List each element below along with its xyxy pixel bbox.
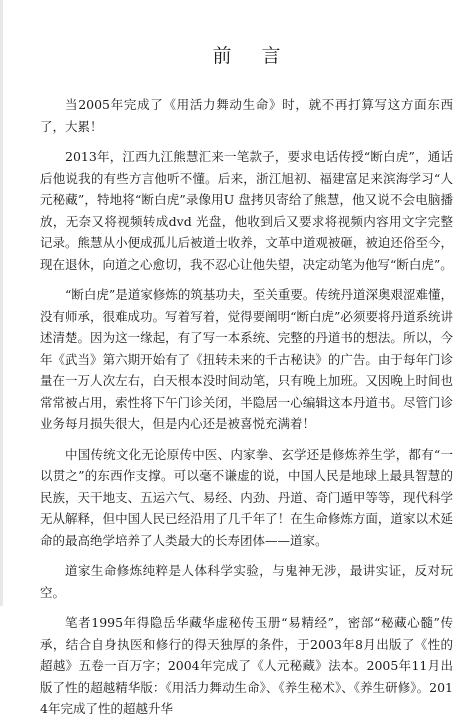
paragraph-6: 笔者1995年得隐岳华藏华虚秘传玉册“易精经”，密部“秘藏心髓”传承，结合自身执医和修行的得天独厚的条件，于2003年8月出版了《性的超越》五卷一百万字；2004年完成了《人元秘藏》法本。2005年11月出版了性的超越精华版：《用活力舞动生命》、《养生秘术》、《养生研修》。2014年完成了性的超越升华 [40,615,453,716]
paragraph-2: 2013年，江西九江熊慧汇来一笔款子，要求电话传授“断白虎”，通话后他说我的有些方言他听不懂。后来，浙江旭初、福建富足来滨海学习“人元秘藏”，特地将“断白虎”录像用U 盘拷贝寄给了熊慧，他又说不会电脑播放，无奈又将视频转成dvd 光盘，他收到后又要求将视频内容用文字完整记录。熊慧从小便成孤儿后被道士收养，文革中道观被砸，被迫还俗至今，现在退休，向道之心愈切，我不忍心让他失望，决定动笔为他写“断白虎”。 [40,149,453,272]
paragraph-3: “断白虎”是道家修炼的筑基功夫，至关重要。传统丹道深奥艰涩难懂，没有师承，很难成功。写着写着，觉得要阐明“断白虎”必须要将丹道系统讲述清楚。因为这一缘起，有了写一本系统、完整的丹道书的想法。所以，今年《武当》第六期开始有了《扭转未来的千古秘诀》的广告。由于每年门诊量在一万人次左右，白天根本没时间动笔，只有晚上加班。又因晚上时间也常常被占用，索性将下午门诊关闭，半隐居一心编辑这本丹道书。尽管门诊业务每月损失很大，但是内心还是被喜悦充满着！ [40,287,453,431]
page-title: 前 言 [212,45,293,67]
paragraph-4: 中国传统文化无论原传中医、内家拳、玄学还是修炼养生学，都有“一以贯之”的东西作支撑。可以毫不谦虚的说，中国人民是地球上最具智慧的民族，天干地支、五运六气、易经、内劲、丹道、奇门遁甲等等，现代科学无从解释，但中国人民已经沿用了几千年了！在生命修炼方面，道家以术延命的最高绝学培养了人类最大的长寿团体——道家。 [40,446,453,548]
paragraph-1: 当2005年完成了《用活力舞动生命》时，就不再打算写这方面东西了，大累！ [40,97,453,134]
paragraph-5: 道家生命修炼纯粹是人体科学实验，与鬼神无涉，最讲实证，反对玩空。 [40,563,453,600]
